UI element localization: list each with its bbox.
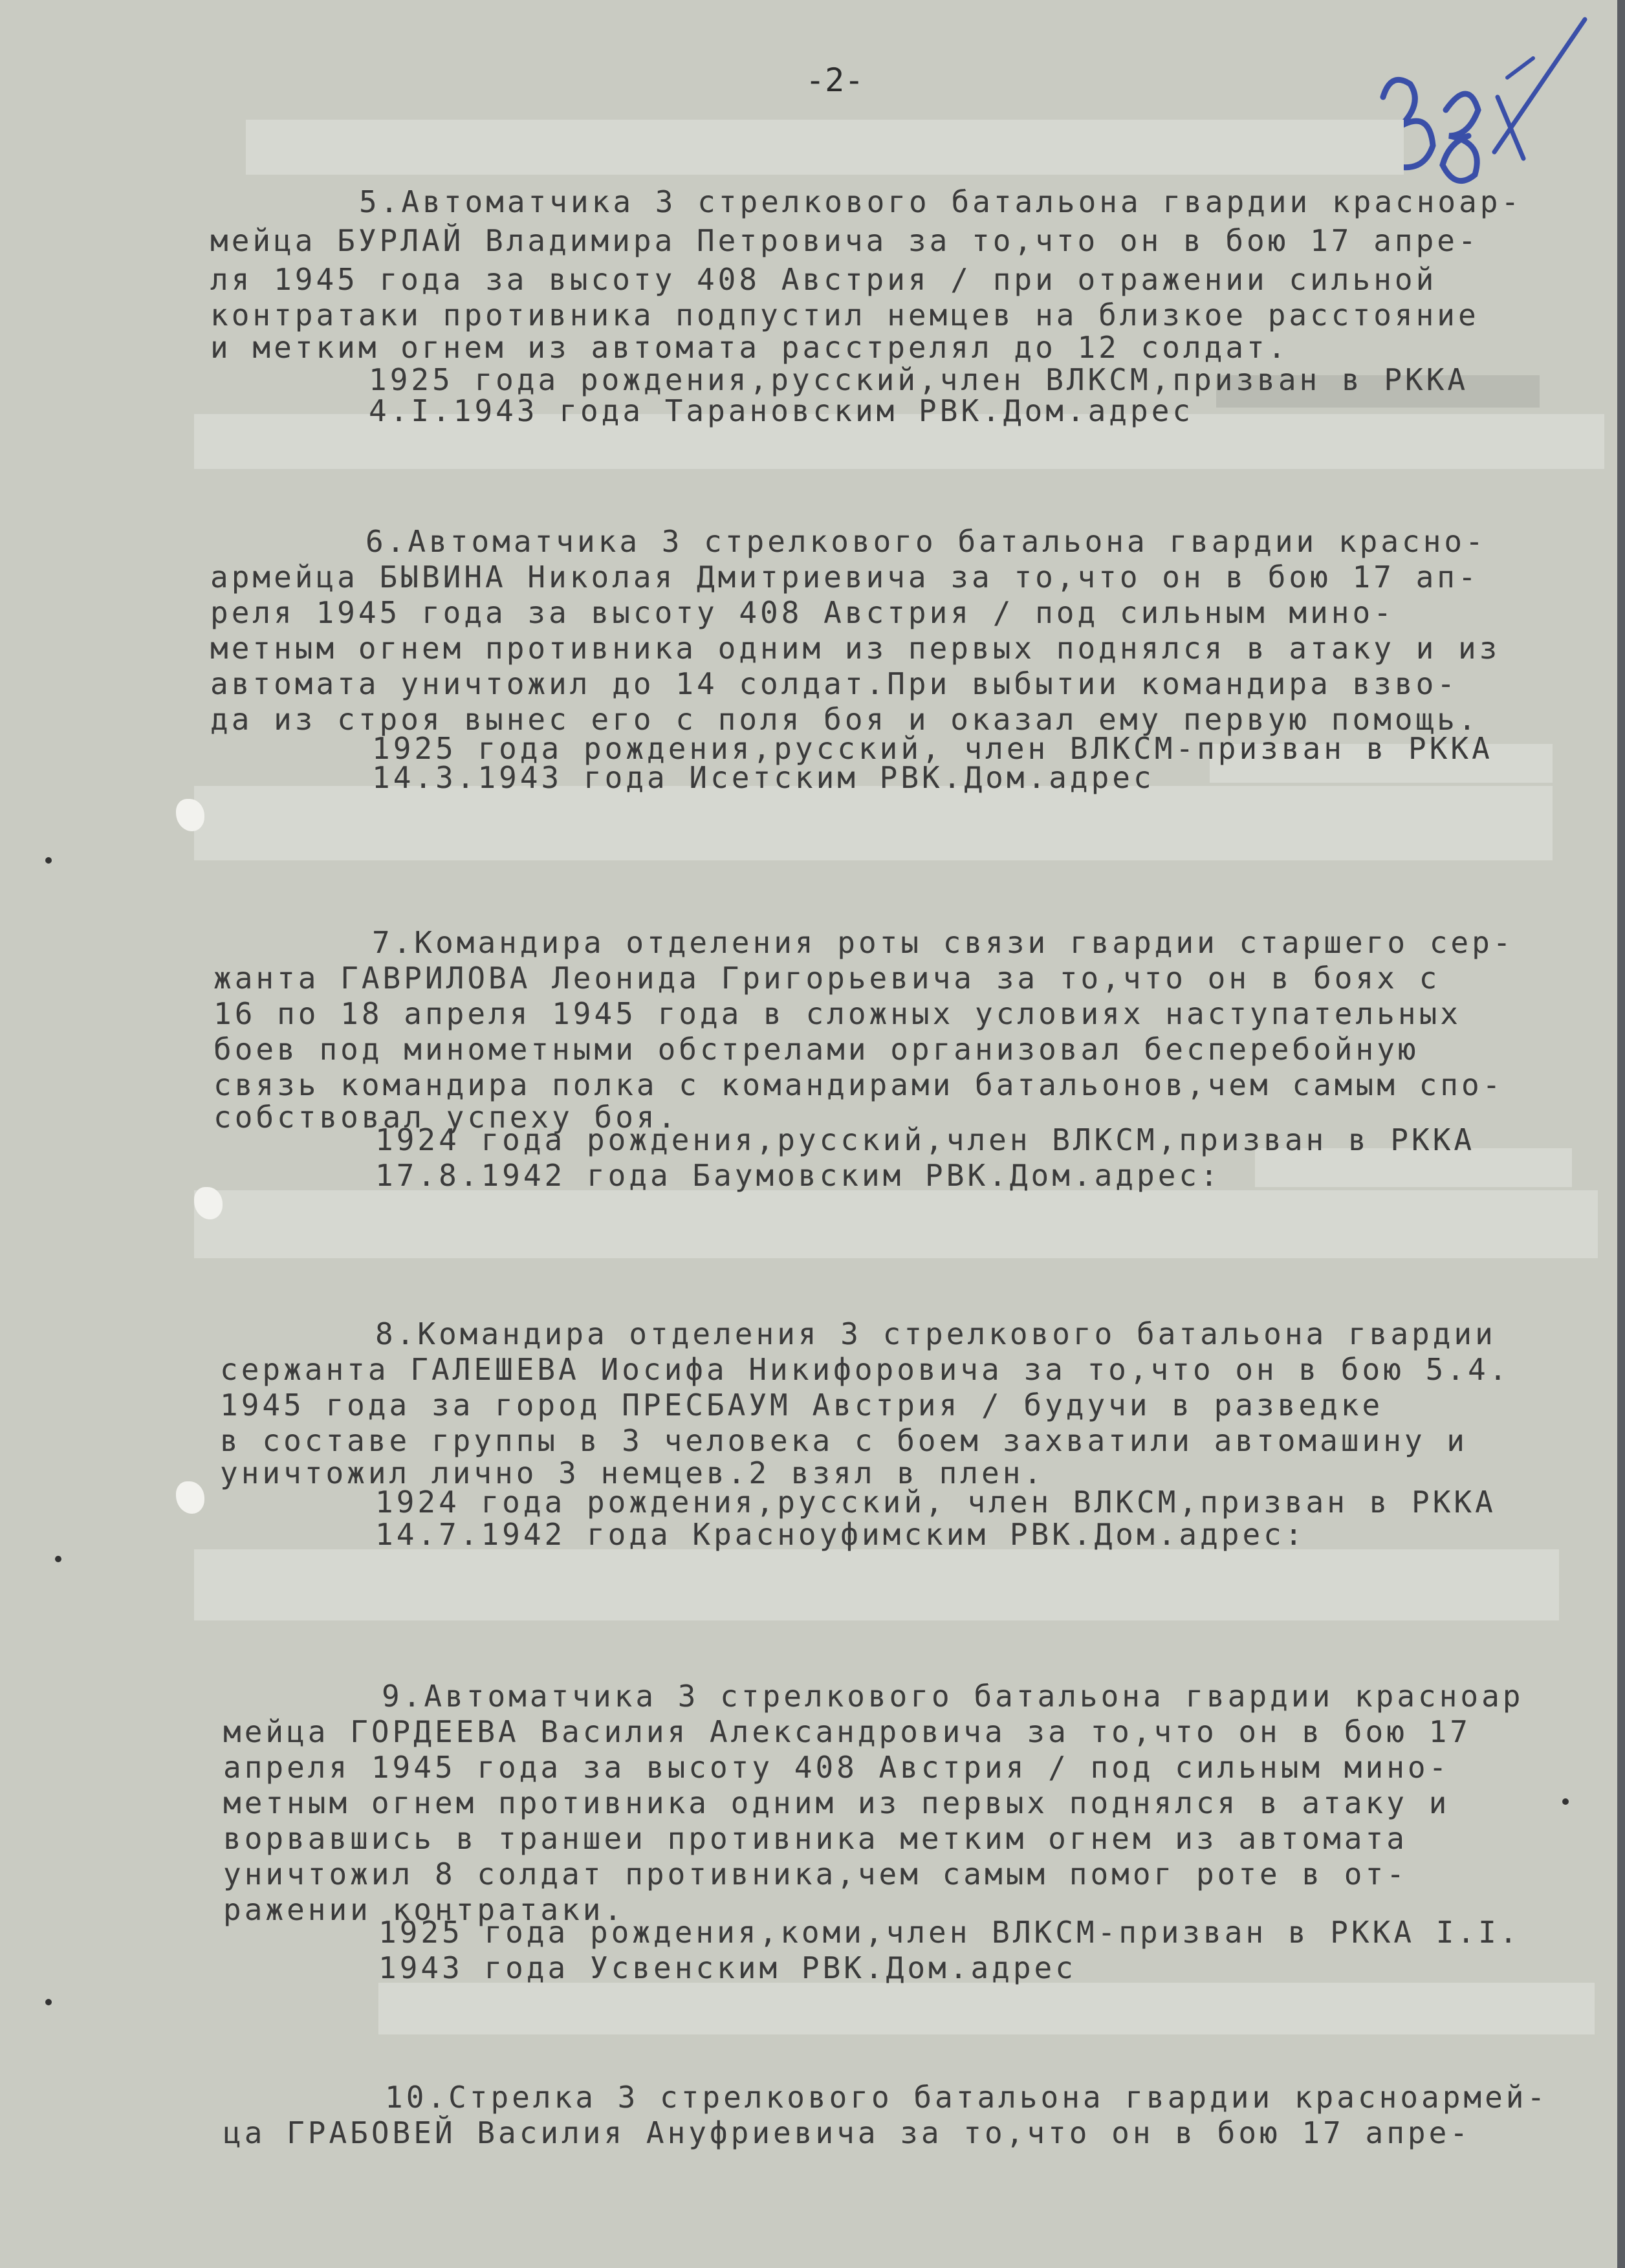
redaction-bar bbox=[378, 1983, 1595, 2034]
text-line: армейца БЫВИНА Николая Дмитриевича за то,что он в бою 17 ап- bbox=[210, 560, 1479, 594]
page-number: -2- bbox=[805, 61, 864, 99]
text-line: 10.Стрелка 3 стрелкового батальона гвардии красноармей- bbox=[385, 2080, 1549, 2115]
handwritten-annotation bbox=[1371, 13, 1604, 201]
text-line: мейца ГОРДЕЕВА Василия Александровича за то,что он в бою 17 bbox=[223, 1714, 1471, 1749]
redaction-bar bbox=[246, 120, 1404, 175]
text-line: 1945 года за город ПРЕСБАУМ Австрия / будучи в разведке bbox=[220, 1388, 1384, 1423]
redaction-bar bbox=[194, 1190, 1598, 1258]
text-line: ворвавшись в траншеи противника метким огнем из автомата bbox=[223, 1821, 1408, 1856]
margin-dot bbox=[55, 1556, 61, 1562]
text-line: метным огнем противника одним из первых поднялся в атаку и bbox=[223, 1785, 1450, 1820]
text-line: да из строя вынес его с поля боя и оказал ему первую помощь. bbox=[210, 702, 1479, 737]
text-line: 5.Автоматчика 3 стрелкового батальона гвардии красноар- bbox=[359, 184, 1523, 219]
text-line: 7.Командира отделения роты связи гвардии старшего сер- bbox=[372, 925, 1514, 960]
text-line: 14.7.1942 года Красноуфимским РВК.Дом.адрес: bbox=[375, 1517, 1306, 1552]
page-edge bbox=[1617, 0, 1625, 2268]
margin-dot bbox=[45, 1999, 52, 2005]
text-line: 14.3.1943 года Исетским РВК.Дом.адрес bbox=[372, 760, 1155, 795]
margin-dot bbox=[45, 857, 52, 864]
text-line: автомата уничтожил до 14 солдат.При выбытии командира взво- bbox=[210, 666, 1458, 701]
text-line: 9.Автоматчика 3 стрелкового батальона гвардии красноар bbox=[382, 1679, 1524, 1714]
text-line: жанта ГАВРИЛОВА Леонида Григорьевича за то,что он в боях с bbox=[213, 961, 1441, 996]
text-line: 1924 года рождения,русский, член ВЛКСМ,призван в РККА bbox=[375, 1485, 1496, 1520]
text-line: 1925 года рождения,коми,член ВЛКСМ-призван в РККА I.I. bbox=[378, 1915, 1521, 1950]
text-line: ражении контратаки. bbox=[223, 1892, 626, 1927]
text-line: 8.Командира отделения 3 стрелкового батальона гвардии bbox=[375, 1316, 1496, 1351]
text-line: уничтожил лично 3 немцев.2 взял в плен. bbox=[220, 1456, 1045, 1490]
text-line: 16 по 18 апреля 1945 года в сложных условиях наступательных bbox=[213, 996, 1461, 1031]
text-line: 1924 года рождения,русский,член ВЛКСМ,призван в РККА bbox=[375, 1122, 1476, 1157]
text-line: апреля 1945 года за высоту 408 Австрия / под сильным мино- bbox=[223, 1750, 1450, 1785]
text-line: 6.Автоматчика 3 стрелкового батальона гвардии красно- bbox=[365, 524, 1487, 559]
redaction-bar bbox=[194, 786, 1553, 860]
text-line: и метким огнем из автомата расстрелял до 12 солдат. bbox=[210, 330, 1289, 365]
text-line: метным огнем противника одним из первых поднялся в атаку и из bbox=[210, 631, 1501, 666]
text-line: ля 1945 года за высоту 408 Австрия / при отражении сильной bbox=[210, 262, 1437, 297]
text-line: ца ГРАБОВЕЙ Василия Ануфриевича за то,что он в бою 17 апре- bbox=[223, 2115, 1471, 2150]
text-line: связь командира полка с командирами батальонов,чем самым спо- bbox=[213, 1067, 1504, 1102]
text-line: 17.8.1942 года Баумовским РВК.Дом.адрес: bbox=[375, 1158, 1221, 1193]
text-line: 1925 года рождения,русский,член ВЛКСМ,призван в РККА bbox=[369, 362, 1469, 397]
text-line: уничтожил 8 солдат противника,чем самым помог роте в от- bbox=[223, 1857, 1408, 1892]
punch-hole bbox=[176, 1481, 204, 1514]
text-line: реля 1945 года за высоту 408 Австрия / под сильным мино- bbox=[210, 595, 1395, 630]
text-line: 1943 года Усвенским РВК.Дом.адрес bbox=[378, 1950, 1076, 1985]
redaction-bar bbox=[194, 1549, 1559, 1620]
text-line: боев под минометными обстрелами организовал бесперебойную bbox=[213, 1032, 1419, 1067]
text-line: контратаки противника подпустил немцев на близкое расстояние bbox=[210, 298, 1479, 333]
text-line: сержанта ГАЛЕШЕВА Иосифа Никифоровича за то,что он в бою 5.4. bbox=[220, 1352, 1510, 1387]
punch-hole bbox=[176, 799, 204, 831]
text-line: 1925 года рождения,русский, член ВЛКСМ-призван в РККА bbox=[372, 731, 1493, 766]
margin-dot bbox=[1562, 1798, 1569, 1805]
text-line: собствовал успеху боя. bbox=[213, 1100, 679, 1135]
text-line: 4.I.1943 года Тарановским РВК.Дом.адрес bbox=[369, 393, 1194, 428]
text-line: мейца БУРЛАЙ Владимира Петровича за то,что он в бою 17 апре- bbox=[210, 223, 1479, 258]
text-line: в составе группы в 3 человека с боем захватили автомашину и bbox=[220, 1423, 1468, 1458]
